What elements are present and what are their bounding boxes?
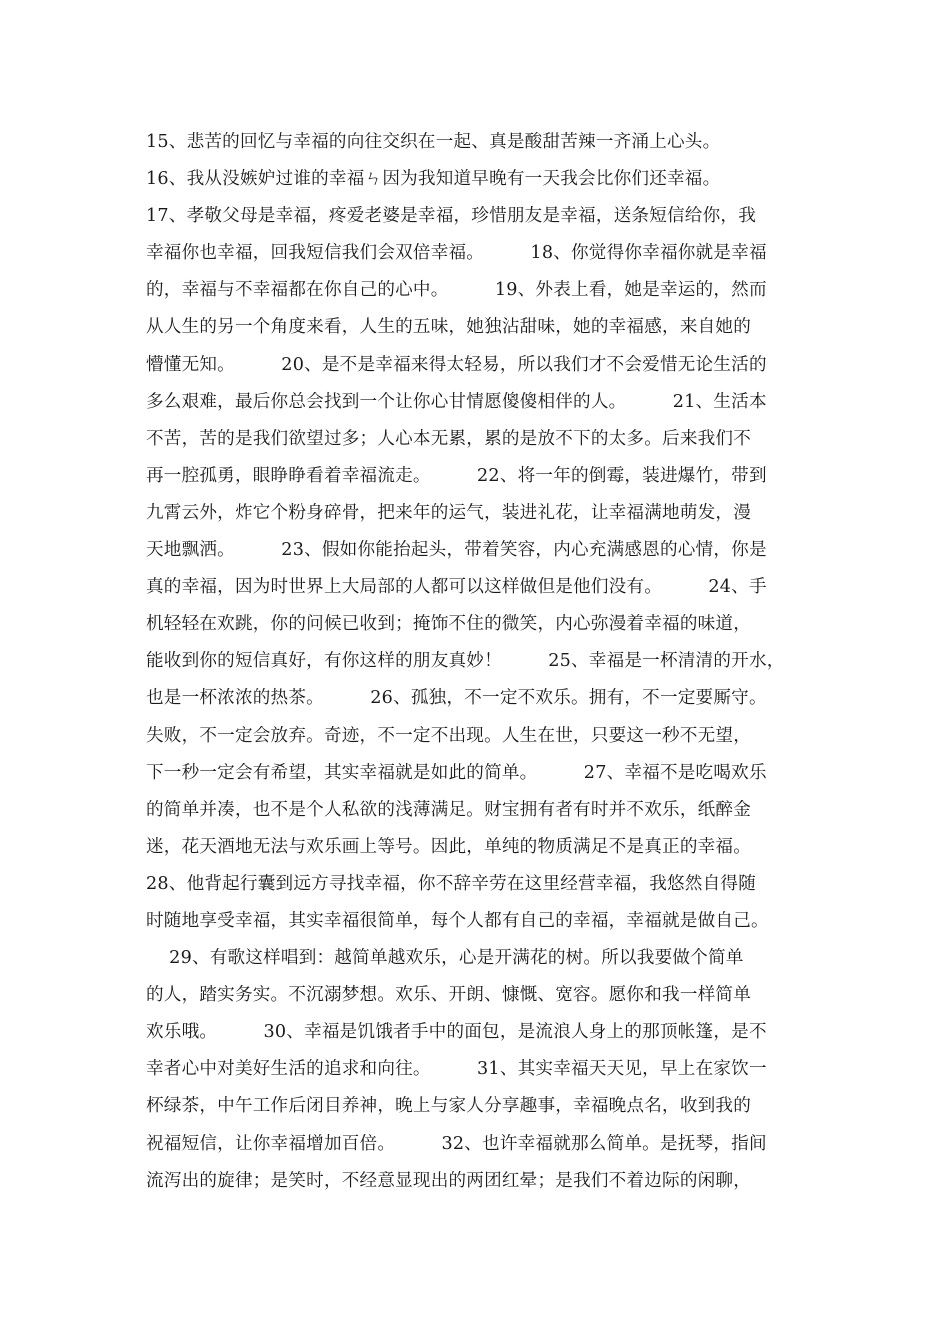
text-line: 29、有歌这样唱到：越简单越欢乐，心是开满花的树。所以我要做个简单 xyxy=(146,948,744,969)
text-line: 时随地享受幸福，其实幸福很简单，每个人都有自己的幸福，幸福就是做自己。 xyxy=(146,910,769,931)
text-line: 失败，不一定会放弃。奇迹，不一定不出现。人生在世，只要这一秒不无望， xyxy=(146,725,751,746)
text-line: 天地飘洒。 23、假如你能抬起头，带着笑容，内心充满感恩的心情，你是 xyxy=(146,540,767,561)
text-line: 懵懂无知。 20、是不是幸福来得太轻易，所以我们才不会爱惜无论生活的 xyxy=(146,354,767,375)
text-line: 的简单并凑，也不是个人私欲的浅薄满足。财宝拥有者有时并不欢乐，纸醉金 xyxy=(146,799,751,820)
text-line: 的，幸福与不幸福都在你自己的心中。 19、外表上看，她是幸运的，然而 xyxy=(146,280,767,301)
text-line: 从人生的另一个角度来看，人生的五味，她独沾甜味，她的幸福感，来自她的 xyxy=(146,317,751,338)
text-line: 迷，花天酒地无法与欢乐画上等号。因此，单纯的物质满足不是真正的幸福。 xyxy=(146,836,751,857)
text-line: 不苦，苦的是我们欲望过多；人心本无累，累的是放不下的太多。后来我们不 xyxy=(146,428,751,449)
text-line: 也是一杯浓浓的热茶。 26、孤独，不一定不欢乐。拥有，不一定要厮守。 xyxy=(146,688,767,709)
text-line: 多么艰难，最后你总会找到一个让你心甘情愿傻傻相伴的人。 21、生活本 xyxy=(146,391,767,412)
text-line: 杯绿茶，中午工作后闭目养神，晚上与家人分享趣事，幸福晚点名，收到我的 xyxy=(146,1096,751,1117)
text-line: 九霄云外，炸它个粉身碎骨，把来年的运气，装进礼花，让幸福满地萌发，漫 xyxy=(146,502,751,523)
text-line: 真的幸福，因为时世界上大局部的人都可以这样做但是他们没有。 24、手 xyxy=(146,577,767,598)
text-line: 幸者心中对美好生活的追求和向往。 31、其实幸福天天见，早上在家饮一 xyxy=(146,1059,767,1080)
text-line: 流泻出的旋律；是笑时，不经意显现出的两团红晕；是我们不着边际的闲聊， xyxy=(146,1170,751,1191)
text-line: 的人，踏实务实。不沉溺梦想。欢乐、开朗、慷慨、宽容。愿你和我一样简单 xyxy=(146,985,751,1006)
text-line: 机轻轻在欢跳，你的问候已收到；掩饰不住的微笑，内心弥漫着幸福的味道， xyxy=(146,614,751,635)
text-line: 能收到你的短信真好，有你这样的朋友真妙！ 25、幸福是一杯清清的开水， xyxy=(146,651,785,672)
text-line: 欢乐哦。 30、幸福是饥饿者手中的面包，是流浪人身上的那顶帐篷，是不 xyxy=(146,1022,767,1043)
text-line: 28、他背起行囊到远方寻找幸福，你不辞辛劳在这里经营幸福，我悠然自得随 xyxy=(146,873,756,894)
text-line: 幸福你也幸福，回我短信我们会双倍幸福。 18、你觉得你幸福你就是幸福 xyxy=(146,243,767,264)
text-line: 祝福短信，让你幸福增加百倍。 32、也许幸福就那么简单。是抚琴，指间 xyxy=(146,1133,767,1154)
text-line: 17、孝敬父母是幸福，疼爱老婆是幸福，珍惜朋友是幸福，送条短信给你，我 xyxy=(146,206,756,227)
document-body xyxy=(146,124,826,1200)
text-line: 16、我从没嫉妒过谁的幸福ㄣ因为我知道早晚有一天我会比你们还幸福。 xyxy=(146,169,721,190)
text-line: 再一腔孤勇，眼睁睁看着幸福流走。 22、将一年的倒霉，装进爆竹，带到 xyxy=(146,465,767,486)
text-line: 下一秒一定会有希望，其实幸福就是如此的简单。 27、幸福不是吃喝欢乐 xyxy=(146,762,767,783)
text-line: 15、悲苦的回忆与幸福的向往交织在一起、真是酸甜苦辣一齐涌上心头。 xyxy=(146,132,721,152)
